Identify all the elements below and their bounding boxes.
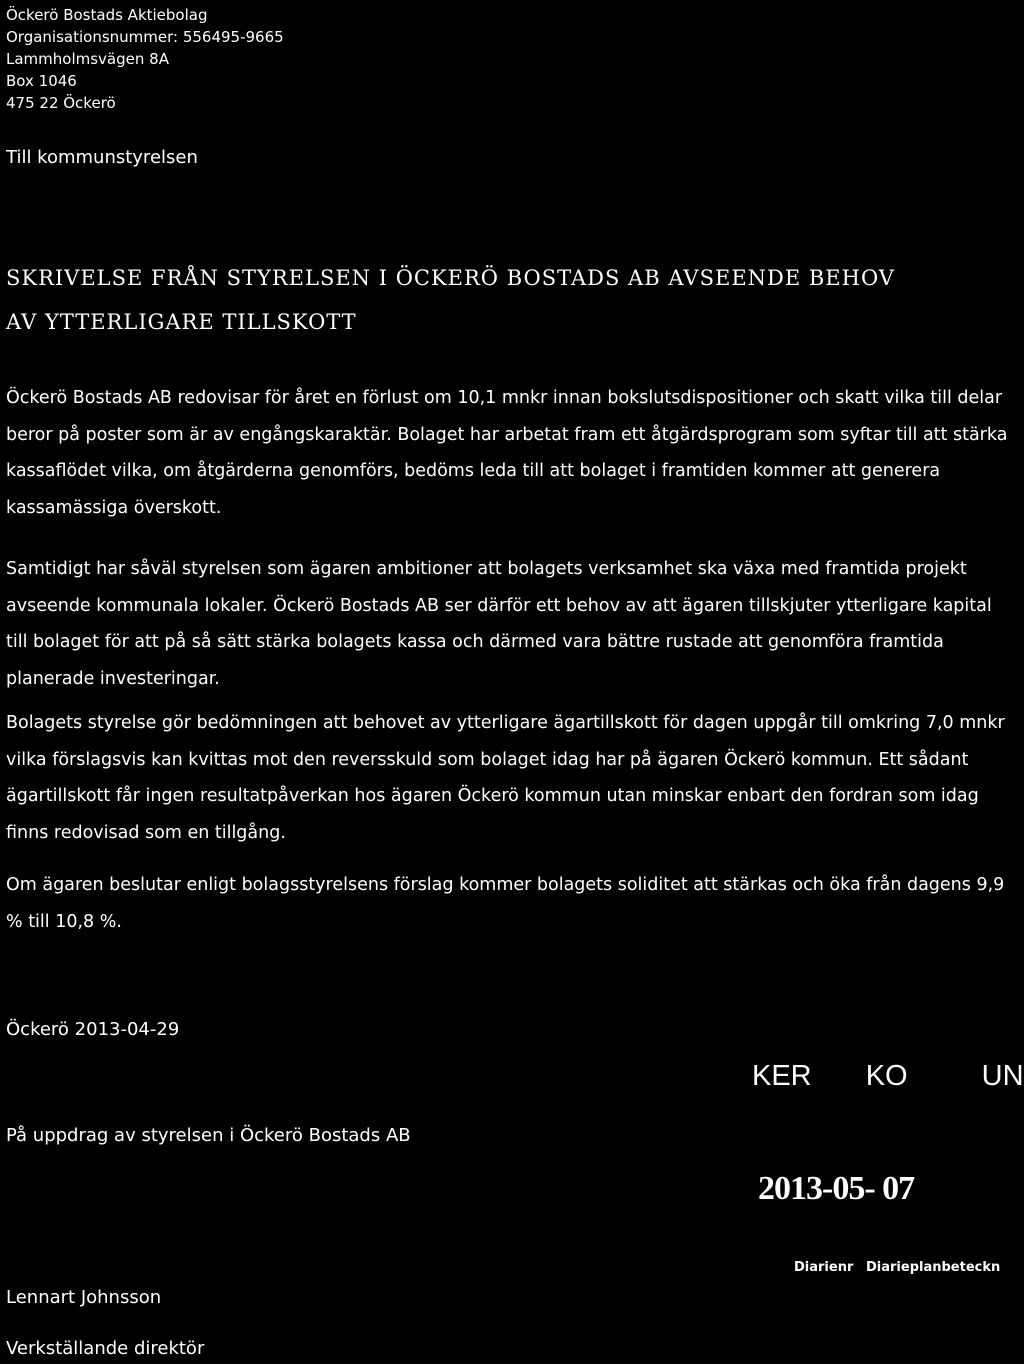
paragraph-3: Bolagets styrelse gör bedömningen att behovet av ytterligare ägartillskott för dagen uppgår till omkring 7,0 mnkr vilka förslagsvis kan kvittas mot den reversskuld som bolaget idag har på ägaren Öckerö kommun. Ett sådant ägartillskott får ingen resultatpåverkan hos ägaren Öckerö kommun utan minskar enbart den fordran som idag finns redovisad som en tillgång. [6, 713, 1005, 843]
signatory-role: Verkställande direktör [6, 1338, 205, 1359]
paragraph-4: Om ägaren beslutar enligt bolagsstyrelsens förslag kommer bolagets soliditet att stärkas och öka från dagens 9,9 % till 10,8 %. [6, 875, 1005, 932]
title-line-2: AV YTTERLIGARE TILLSKOTT [6, 310, 357, 334]
received-stamp-header [752, 1060, 1024, 1093]
place-date: Öckerö 2013-04-29 [6, 1019, 180, 1040]
stamp-word-3: UN [981, 1060, 1024, 1092]
sender-address [6, 4, 284, 114]
sender-street: Lammholmsvägen 8A [6, 50, 169, 68]
sender-box: Box 1046 [6, 72, 77, 90]
stamp-word-2: KO [865, 1060, 908, 1092]
sender-company: Öckerö Bostads Aktiebolag [6, 6, 208, 24]
stamp-word-1: KER [752, 1060, 812, 1092]
stamp-date: 2013-05- 07 [758, 1170, 915, 1207]
commission-line: På uppdrag av styrelsen i Öckerö Bostads AB [6, 1125, 411, 1146]
paragraph-1: Öckerö Bostads AB redovisar för året en förlust om 10,1 mnkr innan bokslutsdispositioner och skatt vilka till delar beror på poster som är av engångskaraktär. Bolaget har arbetat fram ett åtgärdsprogram som syftar till att stärka kassaflödet vilka, om åtgärderna genomförs, bedöms leda till att bolaget i framtiden kommer att generera kassamässiga överskott. [6, 388, 1008, 518]
signatory-name: Lennart Johnsson [6, 1287, 162, 1308]
stamp-label-diarieplan: Diarieplanbeteckn [866, 1260, 1001, 1275]
sender-postal: 475 22 Öckerö [6, 94, 116, 112]
stamp-label-diarienr: Diarienr [794, 1260, 854, 1275]
document-title [6, 256, 895, 344]
title-line-1: SKRIVELSE FRÅN STYRELSEN I ÖCKERÖ BOSTADS AB AVSEENDE BEHOV [6, 266, 895, 290]
paragraph-2: Samtidigt har såväl styrelsen som ägaren ambitioner att bolagets verksamhet ska växa med framtida projekt avseende kommunala lokaler. Öckerö Bostads AB ser därför ett behov av att ägaren tillskjuter ytterligare kapital till bolaget för att på så sätt stärka bolagets kassa och därmed vara bättre rustade att genomföra framtida planerade investeringar. [6, 559, 992, 689]
sender-org-number: Organisationsnummer: 556495-9665 [6, 28, 284, 46]
recipient: Till kommunstyrelsen [6, 147, 198, 168]
